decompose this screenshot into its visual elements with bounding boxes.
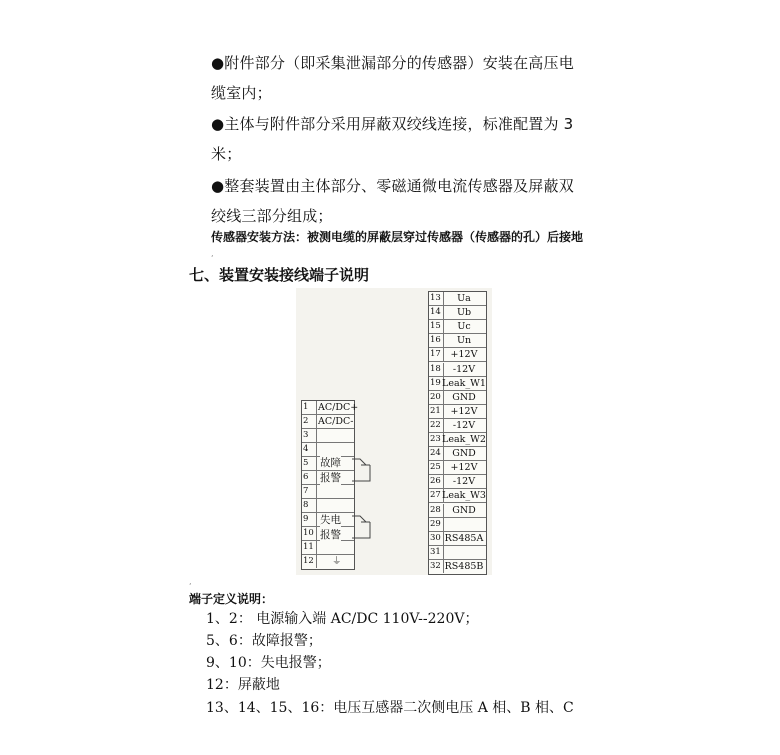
right-terminal-row (429, 306, 486, 320)
terminal-number: 28 (429, 504, 444, 517)
terminal-label: GND (452, 391, 476, 403)
terminal-label: GND (452, 448, 476, 460)
right-terminal-row (429, 405, 486, 419)
terminal-number: 25 (429, 461, 444, 474)
terminal-number: 24 (429, 447, 444, 460)
terminal-label: ⏚ (332, 556, 342, 567)
terminal-number: 32 (429, 560, 444, 573)
terminal-label: Ub (456, 307, 472, 319)
definition-item-1: 1、2： 电源输入端 AC/DC 110V--220V； (206, 611, 479, 627)
terminal-number: 3 (302, 429, 317, 442)
right-terminal-row (429, 391, 486, 405)
terminal-label: Uc (457, 321, 471, 333)
left-terminal-row (302, 401, 359, 415)
section-title: 七、装置安装接线端子说明 (189, 266, 370, 284)
terminal-number: 4 (302, 443, 317, 456)
terminal-number: 30 (429, 532, 444, 545)
definition-item-4: 12：屏蔽地 (206, 677, 280, 693)
definitions-title: 端子定义说明： (189, 592, 274, 606)
terminal-label: GND (452, 504, 476, 516)
right-terminal-row (429, 363, 486, 377)
paragraph-3-line-2: 绞线三部分组成； (211, 207, 333, 225)
terminal-number: 14 (429, 306, 444, 319)
left-terminal-row (302, 499, 354, 513)
right-terminal-row (429, 475, 486, 489)
terminal-label: Un (456, 335, 472, 347)
terminal-number: 26 (429, 475, 444, 488)
terminal-label: +12V (450, 405, 478, 417)
right-terminal-row (429, 419, 486, 433)
left-terminal-row (302, 443, 354, 457)
terminal-number: 17 (429, 348, 444, 361)
right-terminal-row (429, 433, 486, 447)
paragraph-1-line-2: 缆室内； (211, 84, 272, 102)
power-relay-contact-icon (352, 512, 376, 542)
paragraph-mark-2: , (189, 577, 192, 586)
definition-item-3: 9、10：失电报警； (206, 655, 331, 671)
terminal-number: 9 (302, 513, 317, 526)
paragraph-2-line-1: ●主体与附件部分采用屏蔽双绞线连接，标准配置为 3 (211, 115, 574, 133)
terminal-number: 15 (429, 320, 444, 333)
right-terminal-row (429, 560, 486, 573)
terminal-number: 6 (302, 471, 317, 484)
right-terminal-block (428, 291, 487, 575)
right-terminal-row (429, 546, 486, 560)
terminal-label: Ua (457, 293, 471, 304)
left-terminal-row (302, 541, 354, 555)
terminal-label: RS485A (444, 532, 484, 544)
terminal-number: 18 (429, 363, 444, 376)
right-terminal-row (429, 348, 486, 362)
right-terminal-row (429, 320, 486, 334)
terminal-number: 29 (429, 518, 444, 531)
terminal-number: 11 (302, 541, 317, 554)
definition-item-5: 13、14、15、16：电压互感器二次侧电压 A 相、B 相、C (206, 700, 574, 716)
left-terminal-row (302, 485, 354, 499)
terminal-label: RS485B (444, 560, 484, 572)
install-note: 传感器安装方法：被测电缆的屏蔽层穿过传感器（传感器的孔）后接地 (211, 230, 584, 244)
terminal-number: 2 (302, 415, 317, 428)
right-terminal-row (429, 447, 486, 461)
definition-item-2: 5、6：故障报警； (206, 633, 322, 649)
terminal-label (442, 546, 486, 559)
right-terminal-row (429, 292, 486, 306)
terminal-label: AC/DC- (318, 416, 354, 427)
terminal-number: 20 (429, 391, 444, 404)
paragraph-3-line-1: ●整套装置由主体部分、零磁通微电流传感器及屏蔽双 (211, 177, 574, 195)
terminal-label: -12V (452, 419, 476, 431)
terminal-number: 12 (302, 555, 317, 568)
right-terminal-row (429, 377, 486, 391)
terminal-number: 7 (302, 485, 317, 498)
terminal-label (442, 518, 486, 531)
terminal-label: -12V (452, 363, 476, 375)
right-terminal-row (429, 461, 486, 475)
terminal-number: 22 (429, 419, 444, 432)
right-terminal-row (429, 532, 486, 546)
terminal-label: -12V (452, 476, 476, 488)
fault-relay-contact-icon (352, 455, 376, 485)
right-terminal-row (429, 334, 486, 348)
terminal-number: 21 (429, 405, 444, 418)
right-terminal-row (429, 518, 486, 532)
terminal-label: Leak_W3 (442, 490, 486, 502)
left-terminal-block (301, 400, 359, 570)
terminal-diagram (296, 288, 492, 575)
terminal-label: AC/DC+ (318, 402, 359, 413)
left-terminal-row (302, 429, 354, 443)
right-terminal-row (429, 504, 486, 518)
power-loss-label-2: 报警 (320, 529, 341, 541)
terminal-number: 8 (302, 499, 317, 512)
terminal-label: +12V (450, 462, 478, 474)
terminal-number: 23 (429, 433, 444, 446)
left-terminal-row (302, 555, 354, 568)
paragraph-1-line-1: ●附件部分（即采集泄漏部分的传感器）安装在高压电 (211, 54, 574, 72)
paragraph-2-line-2: 米； (211, 145, 242, 163)
terminal-number: 1 (302, 401, 317, 414)
terminal-number: 10 (302, 527, 317, 540)
terminal-number: 31 (429, 546, 444, 559)
terminal-number: 16 (429, 334, 444, 347)
terminal-number: 19 (429, 377, 444, 390)
terminal-label: +12V (450, 349, 478, 361)
terminal-label: Leak_W1 (442, 377, 486, 389)
terminal-number: 5 (302, 457, 317, 470)
power-loss-label-1: 失电 (320, 514, 341, 526)
fault-alarm-label-2: 报警 (320, 472, 341, 484)
terminal-number: 13 (429, 292, 444, 305)
fault-alarm-label-1: 故障 (320, 457, 341, 469)
left-terminal-row (302, 415, 354, 429)
terminal-number: 27 (429, 489, 444, 502)
right-terminal-row (429, 489, 486, 503)
terminal-label: Leak_W2 (442, 434, 486, 445)
paragraph-mark: , (211, 249, 214, 258)
